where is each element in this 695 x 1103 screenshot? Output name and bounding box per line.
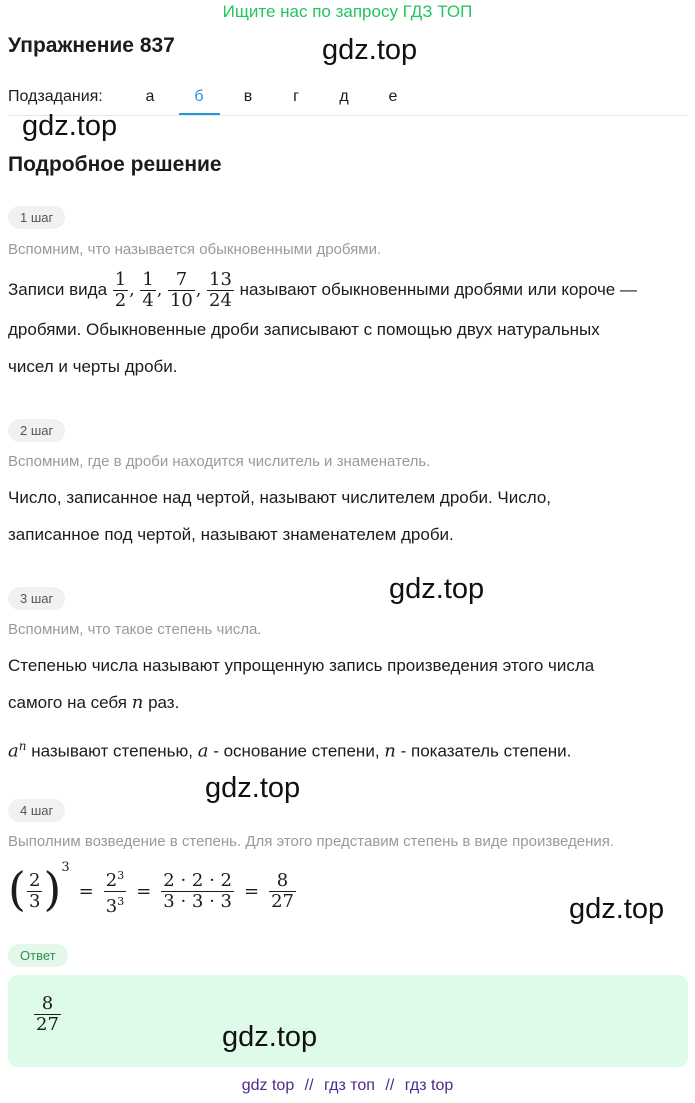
footer-link[interactable]: гдз top xyxy=(404,1077,454,1094)
answer-box xyxy=(8,975,688,1067)
step-text: Число, записанное над чертой, называют числителем дроби. Число, xyxy=(8,488,552,507)
power-equation: ( $\frac{2}{3}$ ) $^3$ = $\frac{2^3}{3^3}$ = $\frac{2 \cdot 2 \cdot 2}{3 \cdot 3 \cdot 3}$ = $\frac{8}{27}$ xyxy=(8,860,294,917)
footer-link[interactable]: гдз топ xyxy=(324,1077,375,1094)
fraction: $\frac{13}{24}$ xyxy=(209,269,232,312)
step-hint: Выполним возведение в степень. Для этого представим степень в виде произведения. xyxy=(8,833,615,850)
step-text: записанное под чертой, называют знаменателем дроби. xyxy=(8,525,454,544)
tab-v[interactable]: в xyxy=(243,88,253,105)
answer-badge: Ответ xyxy=(8,944,68,967)
step-text: чисел и черты дроби. xyxy=(8,357,178,376)
tab-d[interactable]: д xyxy=(339,88,349,105)
footer-link[interactable]: gdz top xyxy=(241,1077,295,1094)
watermark: gdz.top xyxy=(22,110,118,142)
tab-b[interactable]: б xyxy=(194,88,204,105)
subtasks-label: Подзадания: xyxy=(8,88,103,105)
footer-links xyxy=(0,1077,695,1095)
page-title: Упражнение 837 xyxy=(8,34,175,57)
footer-separator: // xyxy=(385,1077,395,1094)
step-text: дробями. Обыкновенные дроби записывают с помощью двух натуральных xyxy=(8,320,600,339)
step-text: Степенью числа называют упрощенную запись произведения этого числа xyxy=(8,656,595,675)
tab-a[interactable]: а xyxy=(145,88,155,105)
footer-separator: // xyxy=(304,1077,314,1094)
section-title: Подробное решение xyxy=(8,153,222,176)
active-tab-indicator xyxy=(179,113,220,115)
fraction: $\frac{7}{10}$ xyxy=(169,269,193,312)
watermark: gdz.top xyxy=(322,34,418,66)
power-definition: $a^n$ называют степенью, a - основание степени, n - показатель степени. xyxy=(8,739,572,762)
watermark: gdz.top xyxy=(205,772,301,804)
watermark: gdz.top xyxy=(389,573,485,605)
step-hint: Вспомним, где в дроби находится числитель и знаменатель. xyxy=(8,453,431,470)
step-text: Записи вида $\frac{1}{2}$ , $\frac{1}{4}$ , $\frac{7}{10}$ , $\frac{13}{24}$ называют обыкновенными дробями или короче — xyxy=(8,269,637,312)
tab-e[interactable]: е xyxy=(388,88,398,105)
step-badge: 2 шаг xyxy=(8,419,65,442)
step-badge: 3 шаг xyxy=(8,587,65,610)
fraction: $\frac{1}{4}$ xyxy=(142,269,154,312)
step-hint: Вспомним, что такое степень числа. xyxy=(8,621,262,638)
watermark: gdz.top xyxy=(569,893,665,925)
fraction: $\frac{1}{2}$ xyxy=(114,269,127,312)
step-text: самого на себя n раз. xyxy=(8,692,180,713)
step-badge: 4 шаг xyxy=(8,799,65,822)
watermark: gdz.top xyxy=(222,1021,318,1053)
answer-fraction: $\frac{8}{27}$ xyxy=(36,993,59,1035)
tab-g[interactable]: г xyxy=(293,88,299,105)
step-hint: Вспомним, что называется обыкновенными дробями. xyxy=(8,241,382,258)
step-badge: 1 шаг xyxy=(8,206,65,229)
promo-banner: Ищите нас по запросу ГДЗ ТОП xyxy=(222,2,473,21)
